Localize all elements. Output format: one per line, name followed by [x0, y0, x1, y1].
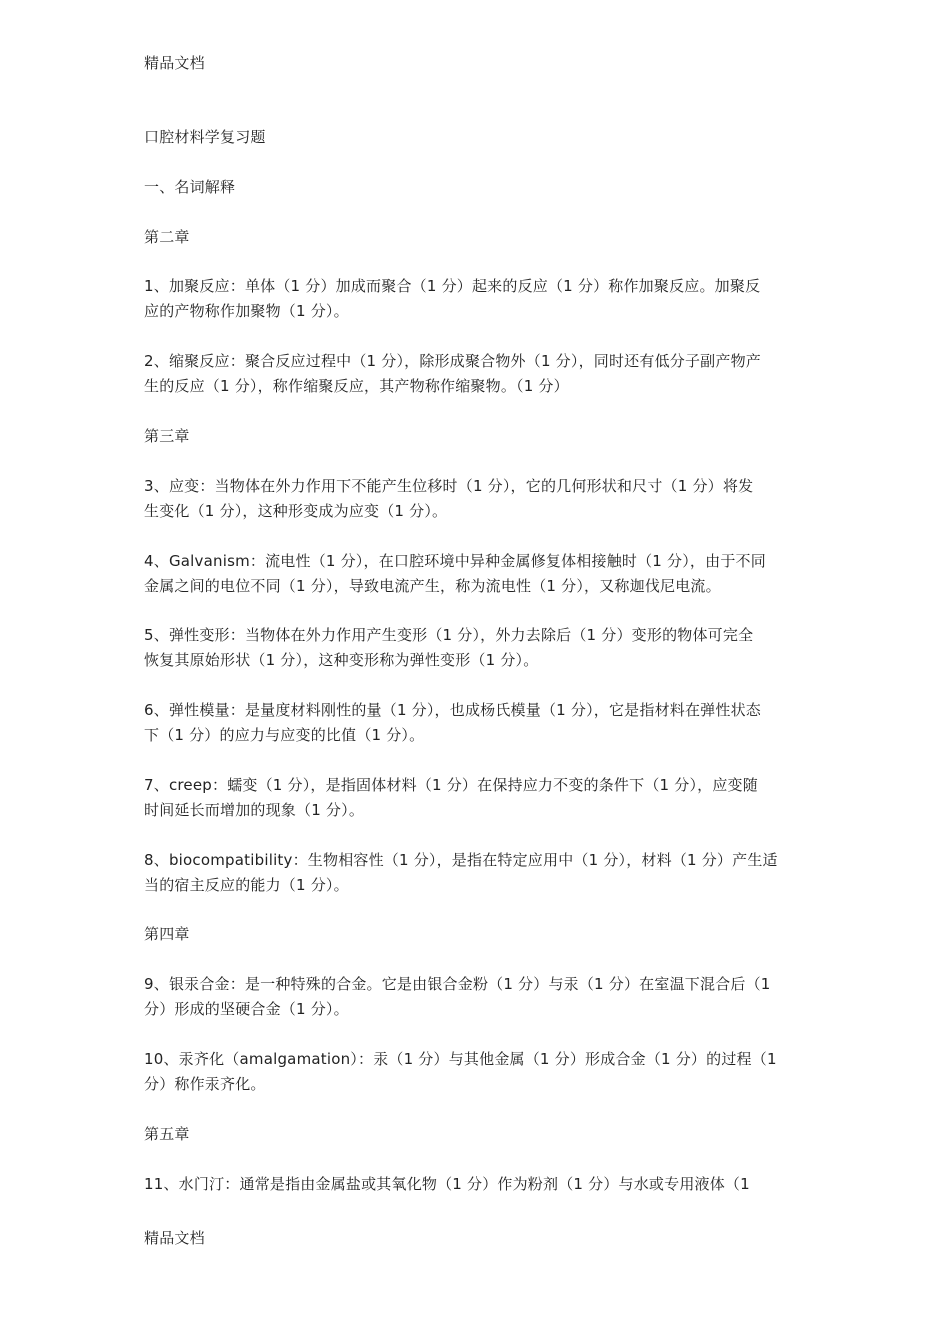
term-item-5	[144, 623, 808, 673]
term-item-7	[144, 773, 808, 823]
term-item-3	[144, 474, 808, 524]
section-heading: 一、名词解释	[144, 178, 236, 196]
term-line: 5、弹性变形：当物体在外力作用产生变形（1 分），外力去除后（1 分）变形的物体可完全	[144, 626, 754, 644]
term-item-1	[144, 274, 808, 324]
term-line: 生的反应（1 分），称作缩聚反应，其产物称作缩聚物。（1 分）	[144, 377, 569, 395]
term-line: 9、银汞合金：是一种特殊的合金。它是由银合金粉（1 分）与汞（1 分）在室温下混合后（1	[144, 975, 771, 993]
term-line: 2、缩聚反应：聚合反应过程中（1 分），除形成聚合物外（1 分），同时还有低分子副产物产	[144, 352, 761, 370]
term-item-10	[144, 1047, 808, 1097]
document-title: 口腔材料学复习题	[144, 128, 266, 146]
chapter-heading: 第四章	[144, 925, 190, 943]
term-line: 10、汞齐化（amalgamation）：汞（1 分）与其他金属（1 分）形成合金（1 分）的过程（1	[144, 1050, 777, 1068]
term-line: 生变化（1 分），这种形变成为应变（1 分）。	[144, 502, 448, 520]
term-line: 4、Galvanism：流电性（1 分），在口腔环境中异种金属修复体相接触时（1 分），由于不同	[144, 552, 766, 570]
term-item-6	[144, 698, 808, 748]
term-line: 下（1 分）的应力与应变的比值（1 分）。	[144, 726, 425, 744]
page-header: 精品文档	[144, 54, 205, 72]
term-line: 3、应变：当物体在外力作用下不能产生位移时（1 分），它的几何形状和尺寸（1 分）将发	[144, 477, 754, 495]
term-line: 恢复其原始形状（1 分），这种变形称为弹性变形（1 分）。	[144, 651, 539, 669]
term-line: 1、加聚反应：单体（1 分）加成而聚合（1 分）起来的反应（1 分）称作加聚反应。加聚反	[144, 277, 761, 295]
term-line: 分）称作汞齐化。	[144, 1075, 266, 1093]
term-line: 金属之间的电位不同（1 分），导致电流产生，称为流电性（1 分），又称迦伐尼电流。	[144, 577, 721, 595]
chapter-heading: 第三章	[144, 427, 190, 445]
term-item-9	[144, 972, 808, 1022]
term-line: 6、弹性模量：是量度材料刚性的量（1 分），也成杨氏模量（1 分），它是指材料在弹性状态	[144, 701, 761, 719]
term-line: 当的宿主反应的能力（1 分）。	[144, 876, 349, 894]
term-line: 分）形成的坚硬合金（1 分）。	[144, 1000, 349, 1018]
term-line: 8、biocompatibility：生物相容性（1 分），是指在特定应用中（1 分），材料（1 分）产生适	[144, 851, 778, 869]
term-line: 时间延长而增加的现象（1 分）。	[144, 801, 365, 819]
chapter-heading: 第二章	[144, 228, 190, 246]
term-line: 11、水门汀：通常是指由金属盐或其氧化物（1 分）作为粉剂（1 分）与水或专用液体（1	[144, 1175, 750, 1193]
term-item-8	[144, 848, 808, 898]
chapter-heading: 第五章	[144, 1125, 190, 1143]
page-footer: 精品文档	[144, 1229, 205, 1247]
term-item-11	[144, 1172, 808, 1197]
term-line: 7、creep：蠕变（1 分），是指固体材料（1 分）在保持应力不变的条件下（1 分），应变随	[144, 776, 758, 794]
term-line: 应的产物称作加聚物（1 分）。	[144, 302, 349, 320]
term-item-2	[144, 349, 808, 399]
term-item-4	[144, 549, 808, 599]
